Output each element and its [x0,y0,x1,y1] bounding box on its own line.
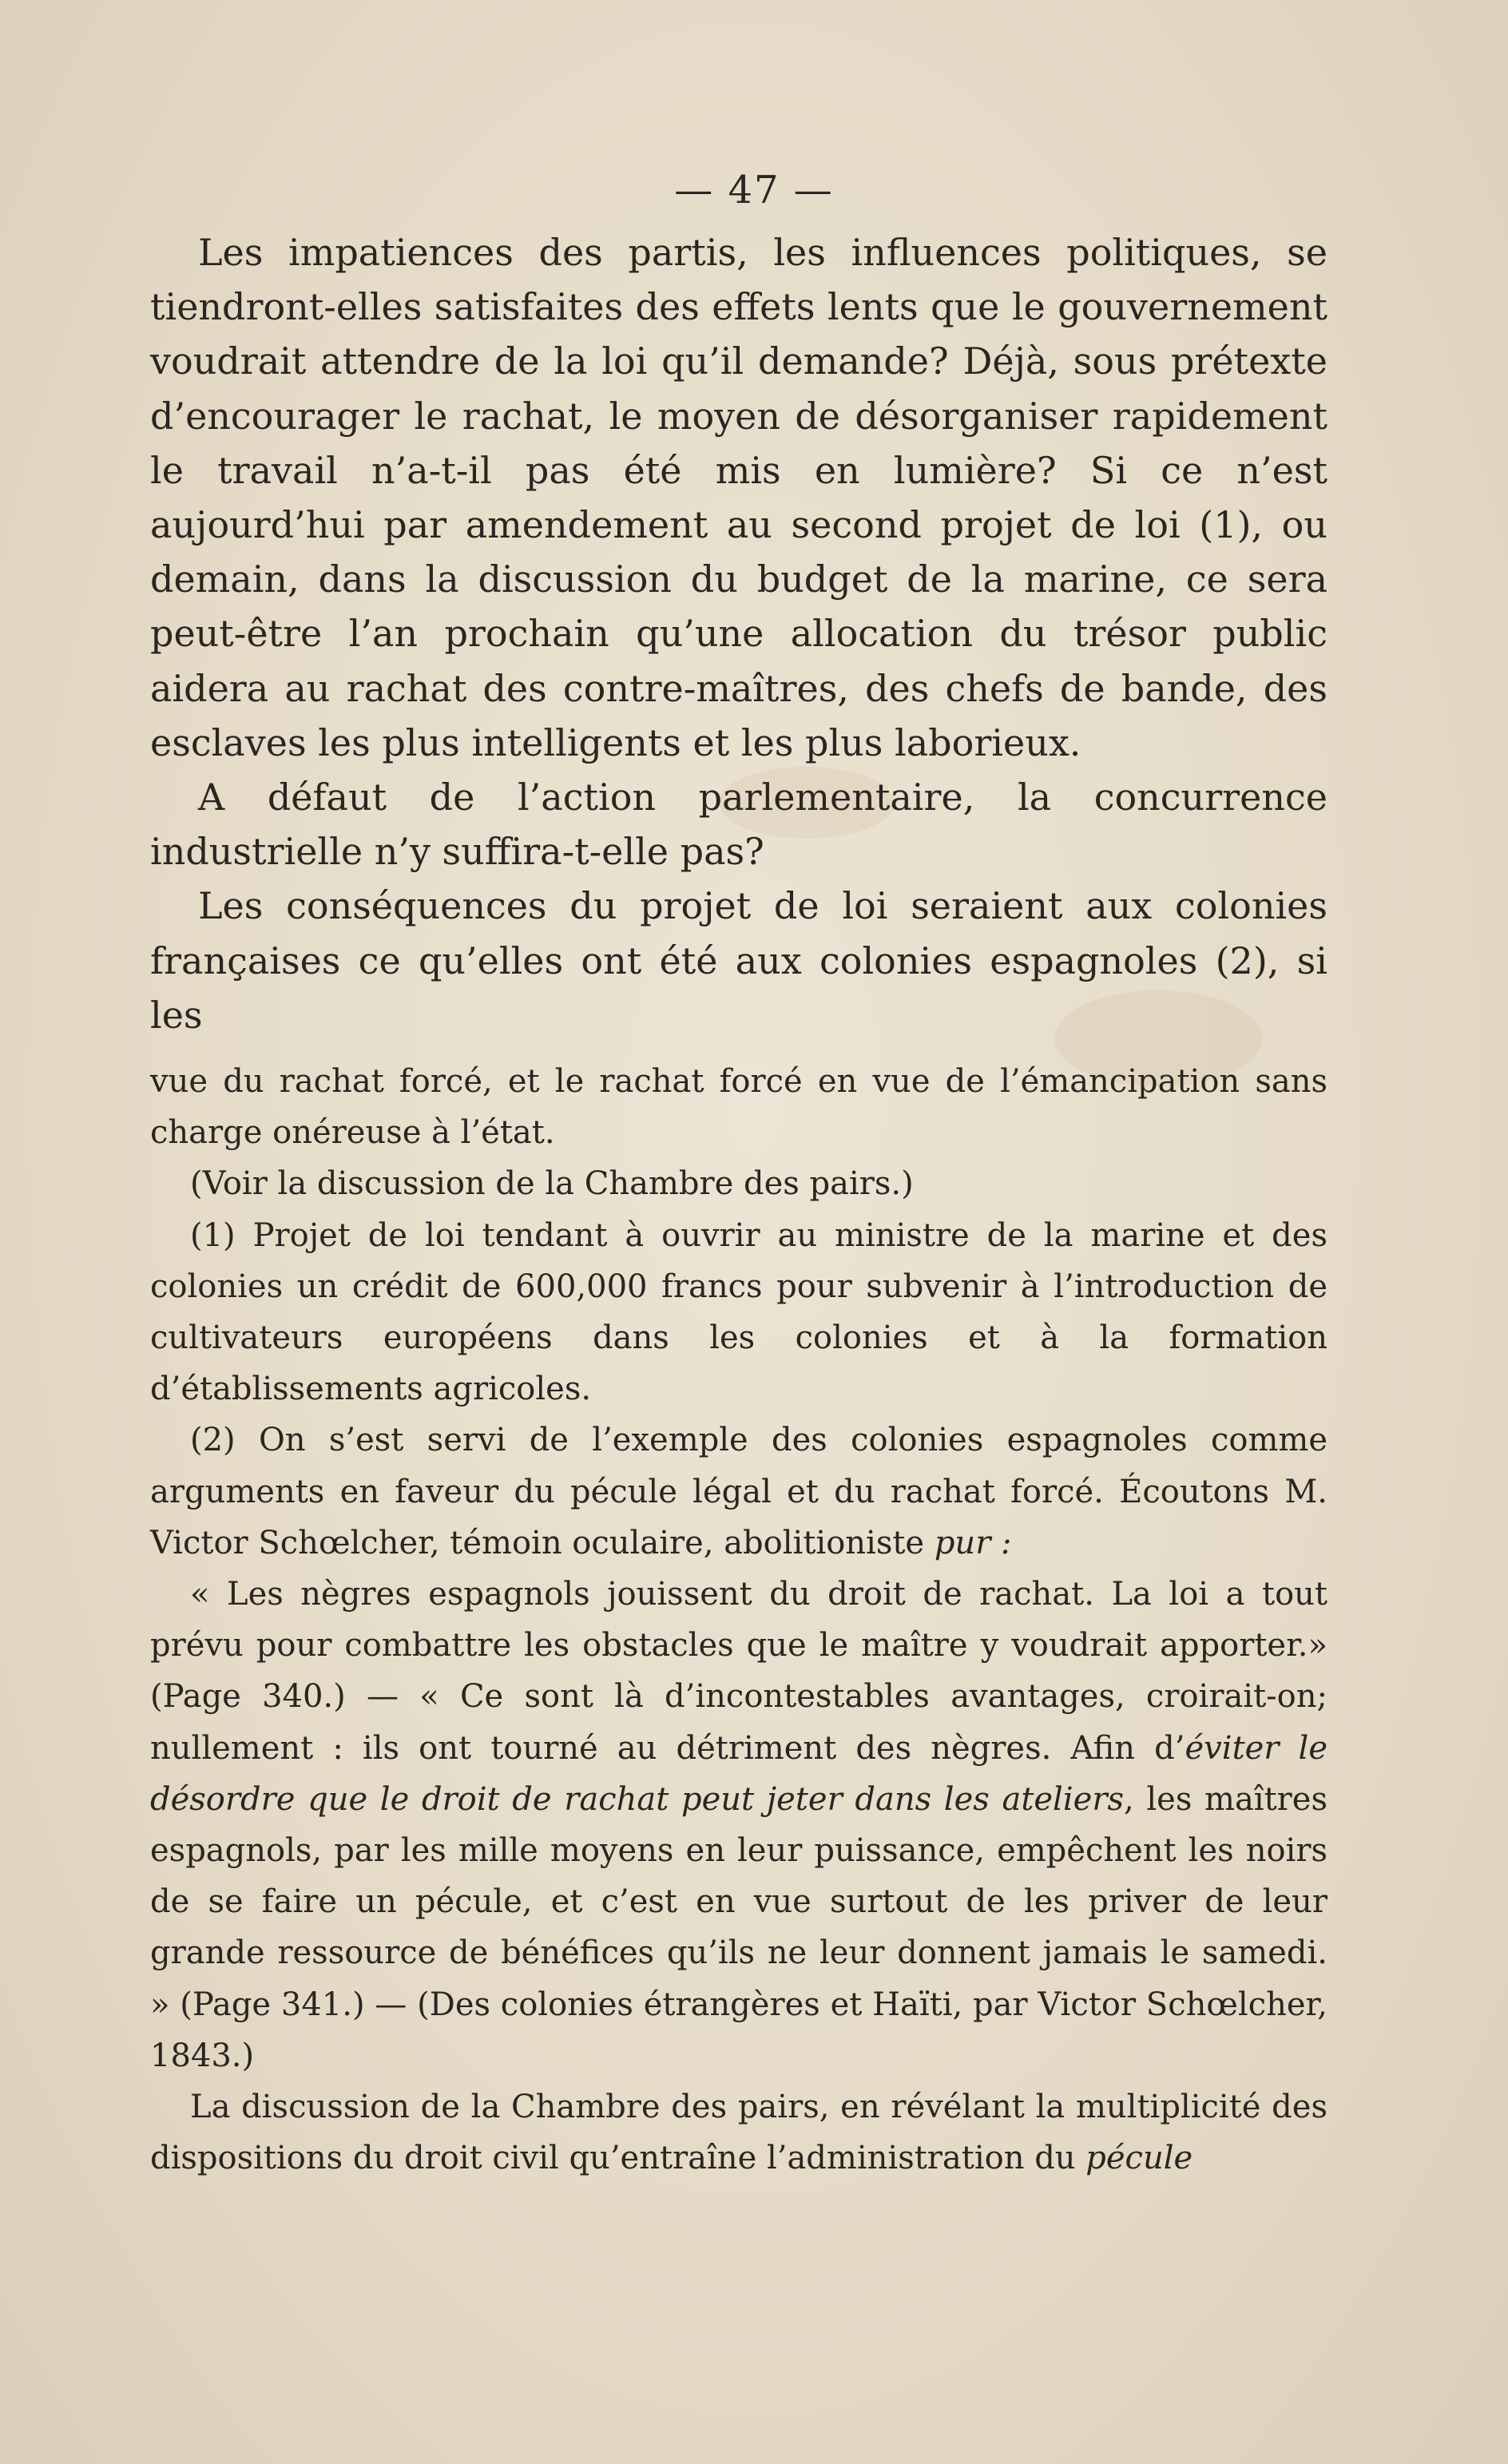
footnotes [150,1056,1327,2184]
footnote-2-emphasis: pur : [934,1524,1012,1561]
quote-text-b: , les maîtres espagnols, par les mille moyens en leur puissance, empêchent les noirs de se faire un pécule, et c’est en vue surtout de les priver de leur grande ressource de bénéfices qu’ils ne leur donnent jamais le samedi. » (Page 341.) — (Des colonies étrangères et Haïti, par Victor Schœlcher, 1843.) [150,1780,1327,2074]
quote-text-a: « Les nègres espagnols jouissent du droit de rachat. La loi a tout prévu pour combattre les obstacles que le maître y voudrait apporter.» (Page 340.) — « Ce sont là d’incontestables avantages, croirait-on; nullement : ils ont tourné au détriment des nègres. Afin d’ [150,1576,1327,1767]
main-text [150,225,1327,1042]
footnote-continuation: vue du rachat forcé, et le rachat forcé en vue de l’émancipation sans charge onéreuse à l’état. [150,1063,1327,1152]
paragraph: Les impatiences des partis, les influences politiques, se tiendront-elles satisfaites des effets lents que le gouvernement voudrait attendre de la loi qu’il demande? Déjà, sous prétexte d’encourager le rachat, le moyen de désorganiser rapidement le travail n’a-t-il pas été mis en lumière? Si ce n’est aujourd’hui par amendement au second projet de loi (1), ou demain, dans la discussion du budget de la marine, ce sera peut-être l’an prochain qu’une allocation du trésor public aidera au rachat des contre-maîtres, des chefs de bande, des esclaves les plus intelligents et les plus laborieux. [150,231,1327,764]
footnote-1: (1) Projet de loi tendant à ouvrir au ministre de la marine et des colonies un crédit de 600,000 francs pour subvenir à l’introduction de cultivateurs européens dans les colonies et à la formation d’établissements agricoles. [150,1216,1327,1408]
footnote-last [150,2081,1327,2184]
paragraph: Les conséquences du projet de loi seraient aux colonies françaises ce qu’elles ont été aux colonies espagnoles (2), si les [150,884,1327,1037]
footnote-2-text: (2) On s’est servi de l’exemple des colonies espagnoles comme arguments en faveur du pécule légal et du rachat forcé. Écoutons M. Victor Schœlcher, témoin oculaire, abolitioniste [150,1422,1327,1561]
last-emphasis: pécule [1085,2140,1193,2177]
paragraph: A défaut de l’action parlementaire, la concurrence industrielle n’y suffira-t-elle pas? [150,776,1327,874]
quote-emphasis: éviter le désordre que le droit de rachat peut jeter dans les ateliers [150,1729,1328,1818]
footnote-see-also: (Voir la discussion de la Chambre des pairs.) [190,1165,914,1203]
last-text: La discussion de la Chambre des pairs, en révélant la multiplicité des dispositions du droit civil qu’entraîne l’administration du [150,2089,1327,2177]
page-number: — 47 — [674,168,834,212]
footnote-2 [150,1415,1327,1569]
footnote-quote [150,1569,1327,2081]
